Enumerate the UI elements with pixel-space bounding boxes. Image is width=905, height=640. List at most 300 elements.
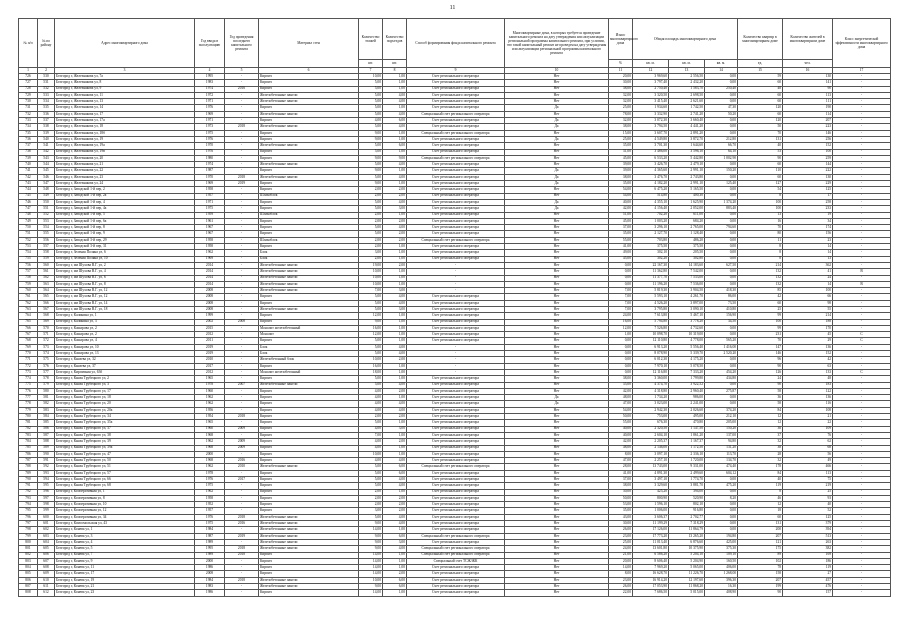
cell-energy-class: - [833, 407, 891, 413]
column-number: 13 [669, 68, 705, 74]
cell-area-living: 1 128,40 [669, 231, 705, 237]
cell-energy-class: - [833, 458, 891, 464]
cell-num: 791 [19, 483, 38, 489]
cell-year-repair: - [225, 539, 259, 545]
cell-address: Белгород г, им Шухова В.Г. ул, 4 [55, 269, 195, 275]
cell-address: Белгород г, Конева ул, 9 [55, 558, 195, 564]
cell-address: Белгород г, Железнякова ул, 19 [55, 136, 195, 142]
cell-area-living: 7 542,00 [669, 269, 705, 275]
cell-residents: 98 [783, 300, 833, 306]
cell-num: 734 [19, 124, 38, 130]
cell-entrances: 4,00 [383, 382, 407, 388]
cell-num: 738 [19, 149, 38, 155]
cell-num-district: 574 [38, 351, 55, 357]
cell-area-total: 11 196,20 [633, 281, 669, 287]
cell-area-living: 1 625,90 [669, 199, 705, 205]
cell-wall-material: Блок [259, 250, 359, 256]
cell-fund-method: Специальный счет регионального оператора [407, 130, 505, 136]
cell-residents: 48 [783, 376, 833, 382]
cell-fund-method: Счет регионального оператора [407, 325, 505, 331]
cell-num: 771 [19, 357, 38, 363]
cell-year-built: 2011 [195, 338, 225, 344]
cell-energy-class: - [833, 306, 891, 312]
cell-included-program: Да [505, 174, 609, 180]
cell-energy-class: - [833, 514, 891, 520]
cell-fund-method: Счет регионального оператора [407, 231, 505, 237]
cell-year-repair: - [225, 155, 259, 161]
cell-residents: 14 [783, 281, 833, 287]
cell-area-total: 3 426,70 [633, 162, 669, 168]
cell-entrances: 1,00 [383, 363, 407, 369]
cell-address: Белгород г, Князева ул, 32 [55, 357, 195, 363]
cell-apartments: 18 [738, 508, 783, 514]
cell-year-repair: 2018 [225, 552, 259, 558]
cell-included-program: Нет [505, 470, 609, 476]
cell-num-district: 558 [38, 250, 55, 256]
cell-num-district: 583 [38, 407, 55, 413]
cell-residents: 130 [783, 74, 833, 80]
cell-area-nonliving: 627,50 [705, 262, 738, 268]
cell-residents: 125 [783, 187, 833, 193]
cell-area-living: 1 861,20 [669, 432, 705, 438]
cell-address: Белгород г, Заводской 3-й пер, 29 [55, 237, 195, 243]
cell-energy-class: - [833, 357, 891, 363]
cell-energy-class: - [833, 99, 891, 105]
cell-area-living: 520,90 [669, 495, 705, 501]
cell-included-program: Нет [505, 237, 609, 243]
cell-included-program: Нет [505, 225, 609, 231]
cell-num-district: 532 [38, 86, 55, 92]
cell-energy-class: - [833, 521, 891, 527]
cell-address: Белгород г, Кирпичная ул, 63б [55, 369, 195, 375]
cell-area-nonliving: 1 416,00 [705, 344, 738, 350]
cell-year-repair: 2018 [225, 414, 259, 420]
cell-wall-material: Блок [259, 351, 359, 357]
cell-residents: 25 [783, 489, 833, 495]
cell-num-district: 568 [38, 313, 55, 319]
cell-wall-material: Железобетонные панели [259, 577, 359, 583]
header-unit-apartments: ед. [738, 60, 783, 68]
cell-energy-class: - [833, 439, 891, 445]
cell-num: 726 [19, 74, 38, 80]
cell-entrances: 2,00 [383, 414, 407, 420]
cell-area-nonliving: 0,00 [705, 218, 738, 224]
cell-floors: 5,00 [359, 99, 383, 105]
cell-apartments: 110 [738, 168, 783, 174]
cell-included-program: Нет [505, 502, 609, 508]
cell-apartments: 8 [738, 244, 783, 250]
cell-apartments: 131 [738, 136, 783, 142]
cell-floors: 2,00 [359, 218, 383, 224]
cell-fund-method: - [407, 351, 505, 357]
cell-num: 753 [19, 244, 38, 250]
cell-fund-method: Счет регионального оператора [407, 539, 505, 545]
cell-entrances: 1,00 [383, 376, 407, 382]
cell-area-nonliving: 205,00 [705, 420, 738, 426]
cell-floors: 16,00 [359, 363, 383, 369]
cell-floors: 2,00 [359, 193, 383, 199]
cell-area-total: 800,90 [633, 495, 669, 501]
cell-wear: 0,00 [609, 275, 633, 281]
cell-address: Белгород г, Князя Трубецкого ул, 50 [55, 458, 195, 464]
cell-wear: 30,00 [609, 80, 633, 86]
cell-fund-method: Счет регионального оператора [407, 590, 505, 596]
cell-included-program: Нет [505, 281, 609, 287]
cell-num: 770 [19, 351, 38, 357]
cell-num: 742 [19, 174, 38, 180]
cell-residents: 93 [783, 495, 833, 501]
cell-included-program: Нет [505, 187, 609, 193]
cell-residents: 56 [783, 451, 833, 457]
cell-num-district: 540 [38, 136, 55, 142]
cell-num: 750 [19, 225, 38, 231]
cell-area-living: 2 432,20 [669, 80, 705, 86]
cell-area-living: 1 167,37 [669, 439, 705, 445]
cell-year-built: 1957 [195, 193, 225, 199]
cell-address: Белгород г, Князя Трубецкого ул, 35а [55, 420, 195, 426]
cell-area-nonliving: 0,00 [705, 212, 738, 218]
cell-num-district: 611 [38, 584, 55, 590]
cell-fund-method: Счет регионального оператора [407, 414, 505, 420]
cell-area-nonliving: 0,00 [705, 281, 738, 287]
cell-included-program: Да [505, 395, 609, 401]
cell-fund-method: Счет регионального оператора [407, 521, 505, 527]
cell-included-program: Нет [505, 344, 609, 350]
column-number: 3 [55, 68, 195, 74]
cell-fund-method: - [407, 357, 505, 363]
cell-area-total: 6 586,20 [633, 552, 669, 558]
cell-floors: 4,00 [359, 388, 383, 394]
cell-residents: 34 [783, 218, 833, 224]
cell-residents: 258 [783, 199, 833, 205]
cell-residents: 362 [783, 262, 833, 268]
cell-wall-material: Кирпич [259, 244, 359, 250]
cell-address: Белгород г, Князя Трубецкого ул, 17 [55, 388, 195, 394]
column-number: 5 [225, 68, 259, 74]
header-floors: Количество этажей [359, 19, 383, 60]
cell-area-total: 4 156,40 [633, 206, 669, 212]
cell-floors: 5,00 [359, 92, 383, 98]
cell-entrances: 4,00 [383, 294, 407, 300]
cell-entrances: 1,00 [383, 558, 407, 564]
cell-residents: 466 [783, 464, 833, 470]
cell-area-living: 3 596,10 [669, 149, 705, 155]
cell-apartments: 146 [738, 351, 783, 357]
cell-residents: 146 [783, 130, 833, 136]
cell-fund-method: Счет регионального оператора [407, 445, 505, 451]
cell-floors: 12,00 [359, 332, 383, 338]
cell-floors: 2,00 [359, 414, 383, 420]
cell-floors: 4,00 [359, 439, 383, 445]
cell-year-built: 1995 [195, 546, 225, 552]
cell-energy-class: - [833, 388, 891, 394]
cell-area-nonliving: 408,90 [705, 590, 738, 596]
cell-wear: 38,00 [609, 124, 633, 130]
cell-year-built: 1976 [195, 136, 225, 142]
cell-wear: 54,00 [609, 193, 633, 199]
cell-address: Белгород г, Конева ул, 7 [55, 552, 195, 558]
cell-area-living: 2 499,60 [669, 470, 705, 476]
cell-num-district: 534 [38, 99, 55, 105]
cell-entrances: 6,00 [383, 464, 407, 470]
cell-area-nonliving: 2 520,20 [705, 351, 738, 357]
cell-area-living: 1 583,70 [669, 86, 705, 92]
cell-fund-method: Счет регионального оператора [407, 571, 505, 577]
cell-wall-material: Кирпич [259, 420, 359, 426]
cell-year-built: 1952 [195, 502, 225, 508]
cell-year-built: 1960 [195, 388, 225, 394]
cell-year-repair: 2018 [225, 514, 259, 520]
cell-fund-method: Специальный счет регионального оператора [407, 552, 505, 558]
cell-apartments: 12 [738, 414, 783, 420]
cell-area-nonliving: 565,20 [705, 338, 738, 344]
cell-area-nonliving: 883,40 [705, 206, 738, 212]
cell-wear: 51,00 [609, 212, 633, 218]
cell-year-built: 1976 [195, 514, 225, 520]
cell-wall-material: Шлакоблок [259, 193, 359, 199]
cell-area-nonliving: 94,80 [705, 439, 738, 445]
cell-num-district: 591 [38, 458, 55, 464]
cell-wall-material: Железобетонные панели [259, 382, 359, 388]
cell-year-repair: - [225, 369, 259, 375]
cell-year-built: 2017 [195, 363, 225, 369]
cell-entrances: 2,00 [383, 502, 407, 508]
cell-residents: 256 [783, 136, 833, 142]
cell-wear: 8,00 [609, 451, 633, 457]
cell-address: Белгород г, Железнякова ул, 22 [55, 168, 195, 174]
cell-year-repair: - [225, 344, 259, 350]
cell-year-repair: - [225, 508, 259, 514]
cell-included-program: Нет [505, 369, 609, 375]
cell-residents: 108 [783, 407, 833, 413]
cell-num: 802 [19, 552, 38, 558]
cell-entrances: 1,00 [383, 256, 407, 262]
cell-wear: 47,00 [609, 401, 633, 407]
cell-apartments: 60 [738, 300, 783, 306]
cell-year-built: 1973 [195, 124, 225, 130]
cell-wear: 53,00 [609, 502, 633, 508]
cell-area-total: 2 146,00 [633, 445, 669, 451]
cell-entrances: 4,00 [383, 92, 407, 98]
cell-num-district: 600 [38, 514, 55, 520]
cell-energy-class: - [833, 464, 891, 470]
cell-wall-material: Железобетонные панели [259, 464, 359, 470]
cell-area-total: 3 329,60 [633, 483, 669, 489]
cell-apartments: 24 [738, 376, 783, 382]
cell-wear: 38,00 [609, 483, 633, 489]
cell-year-repair: 2016 [225, 521, 259, 527]
cell-energy-class: - [833, 489, 891, 495]
cell-num: 730 [19, 99, 38, 105]
cell-wear: 0,00 [609, 357, 633, 363]
cell-area-nonliving: 150,20 [705, 168, 738, 174]
cell-fund-method: Счет регионального оператора [407, 382, 505, 388]
cell-year-built: 2015 [195, 325, 225, 331]
cell-residents: 113 [783, 92, 833, 98]
cell-floors: 14,00 [359, 527, 383, 533]
cell-included-program: Нет [505, 332, 609, 338]
cell-year-built: 1999 [195, 313, 225, 319]
cell-entrances: 1,00 [383, 489, 407, 495]
cell-residents: 190 [783, 105, 833, 111]
cell-area-total: 3 486,00 [633, 149, 669, 155]
cell-energy-class: - [833, 92, 891, 98]
cell-area-total: 1 734,20 [633, 395, 669, 401]
cell-area-total: 2 205,37 [633, 439, 669, 445]
cell-apartments: 90 [738, 382, 783, 388]
cell-num: 801 [19, 546, 38, 552]
cell-included-program: Нет [505, 527, 609, 533]
cell-apartments: 12 [738, 502, 783, 508]
cell-included-program: Нет [505, 590, 609, 596]
cell-area-living: 11 864,79 [669, 527, 705, 533]
cell-wear: 26,00 [609, 527, 633, 533]
cell-included-program: Нет [505, 565, 609, 571]
cell-wear: 1,00 [609, 332, 633, 338]
cell-wear: 0,00 [609, 281, 633, 287]
cell-area-total: 3 606,37 [633, 514, 669, 520]
cell-num-district: 586 [38, 426, 55, 432]
cell-wear: 48,00 [609, 395, 633, 401]
cell-year-repair: - [225, 407, 259, 413]
cell-year-repair: - [225, 92, 259, 98]
cell-wear: 40,00 [609, 432, 633, 438]
header-wall-material: Материал стен [259, 19, 359, 68]
cell-area-nonliving: 0,00 [705, 521, 738, 527]
cell-area-total: 4 182,20 [633, 181, 669, 187]
cell-year-repair: - [225, 502, 259, 508]
cell-energy-class: - [833, 508, 891, 514]
cell-energy-class: C [833, 338, 891, 344]
cell-residents: 125 [783, 514, 833, 520]
cell-energy-class: - [833, 105, 891, 111]
cell-wear: 41,00 [609, 244, 633, 250]
cell-entrances: 1,00 [383, 269, 407, 275]
cell-wear: 49,00 [609, 250, 633, 256]
cell-year-built: 1956 [195, 407, 225, 413]
cell-num-district: 596 [38, 489, 55, 495]
cell-entrances: 1,00 [383, 395, 407, 401]
cell-fund-method: - [407, 281, 505, 287]
cell-fund-method: Счет регионального оператора [407, 143, 505, 149]
cell-included-program: Нет [505, 325, 609, 331]
cell-address: Белгород г, Князя Трубецкого ул, 20а [55, 407, 195, 413]
cell-apartments: 89 [738, 552, 783, 558]
cell-area-living: 394,00 [669, 489, 705, 495]
cell-year-built: 2008 [195, 300, 225, 306]
cell-area-total: 3 476,70 [633, 174, 669, 180]
cell-area-total: 3 296,10 [633, 225, 669, 231]
column-number: 2 [38, 68, 55, 74]
cell-wear: 54,00 [609, 187, 633, 193]
cell-wall-material: Железобетонные панели [259, 514, 359, 520]
cell-fund-method: Счет регионального оператора [407, 407, 505, 413]
cell-area-nonliving: 86,00 [705, 294, 738, 300]
cell-num: 749 [19, 218, 38, 224]
cell-included-program: Нет [505, 558, 609, 564]
cell-address: Белгород г, Князя Трубецкого ул, 47 [55, 451, 195, 457]
cell-entrances: 2,00 [383, 237, 407, 243]
cell-wall-material: Кирпич [259, 426, 359, 432]
cell-area-total: 6 533,20 [633, 155, 669, 161]
cell-included-program: Нет [505, 382, 609, 388]
cell-wall-material: Кирпич [259, 199, 359, 205]
cell-address: Белгород г, Князя Трубецкого ул, 57 [55, 470, 195, 476]
cell-entrances: 6,00 [383, 470, 407, 476]
cell-year-built: 1984 [195, 527, 225, 533]
cell-year-repair: - [225, 269, 259, 275]
cell-entrances: 2,00 [383, 495, 407, 501]
cell-wear: 7,00 [609, 300, 633, 306]
cell-year-repair: - [225, 363, 259, 369]
cell-included-program: Нет [505, 262, 609, 268]
cell-area-living: 10 319,00 [669, 332, 705, 338]
cell-energy-class: - [833, 395, 891, 401]
cell-area-nonliving: 150,20 [705, 426, 738, 432]
cell-address: Белгород г, им Шухова В.Г. ул, 8 [55, 281, 195, 287]
cell-area-total: 7 970,10 [633, 363, 669, 369]
cell-floors: 5,00 [359, 124, 383, 130]
cell-area-living: 7 536,00 [669, 281, 705, 287]
cell-fund-method: - [407, 369, 505, 375]
cell-num-district: 612 [38, 590, 55, 596]
cell-residents: 136 [783, 395, 833, 401]
column-number: 8 [383, 68, 407, 74]
cell-area-total: 375,50 [633, 244, 669, 250]
cell-area-living: 5 442,80 [669, 155, 705, 161]
cell-area-total: 3 360,00 [633, 376, 669, 382]
cell-area-living: 4 441,20 [669, 124, 705, 130]
cell-residents: 207 [783, 118, 833, 124]
cell-address: Белгород г, Заводской 1-й пер, 8 [55, 225, 195, 231]
cell-entrances: 1,00 [383, 332, 407, 338]
cell-num: 727 [19, 80, 38, 86]
cell-num: 755 [19, 256, 38, 262]
cell-wall-material: Кирпич [259, 118, 359, 124]
cell-year-built: 2010 [195, 357, 225, 363]
cell-entrances: 1,00 [383, 136, 407, 142]
cell-entrances: 4,00 [383, 199, 407, 205]
cell-area-living: 5 339,70 [669, 351, 705, 357]
cell-energy-class: - [833, 483, 891, 489]
cell-floors: 5,00 [359, 149, 383, 155]
cell-area-total: 1 596,10 [633, 502, 669, 508]
cell-num: 743 [19, 181, 38, 187]
cell-wall-material: Кирпич [259, 571, 359, 577]
cell-apartments: 32 [738, 458, 783, 464]
cell-area-living: 916,80 [669, 508, 705, 514]
cell-num-district: 544 [38, 162, 55, 168]
cell-fund-method: Счет регионального оператора [407, 99, 505, 105]
cell-num-district: 589 [38, 445, 55, 451]
cell-energy-class: - [833, 470, 891, 476]
cell-floors: 5,00 [359, 351, 383, 357]
cell-apartments: 60 [738, 162, 783, 168]
cell-floors: 9,00 [359, 130, 383, 136]
cell-num: 775 [19, 382, 38, 388]
cell-wall-material: Кирпич [259, 181, 359, 187]
cell-floors: 5,00 [359, 344, 383, 350]
cell-area-nonliving: 410,80 [705, 306, 738, 312]
header-year-repair: Год проведения последнего капитального ремонта [225, 19, 259, 68]
cell-wall-material: Кирпич [259, 105, 359, 111]
cell-fund-method: Счет регионального оператора [407, 489, 505, 495]
cell-wall-material: Кирпич [259, 407, 359, 413]
cell-included-program: Нет [505, 155, 609, 161]
cell-wall-material: Шлакоблок [259, 212, 359, 218]
cell-included-program: Нет [505, 464, 609, 470]
cell-energy-class: - [833, 577, 891, 583]
